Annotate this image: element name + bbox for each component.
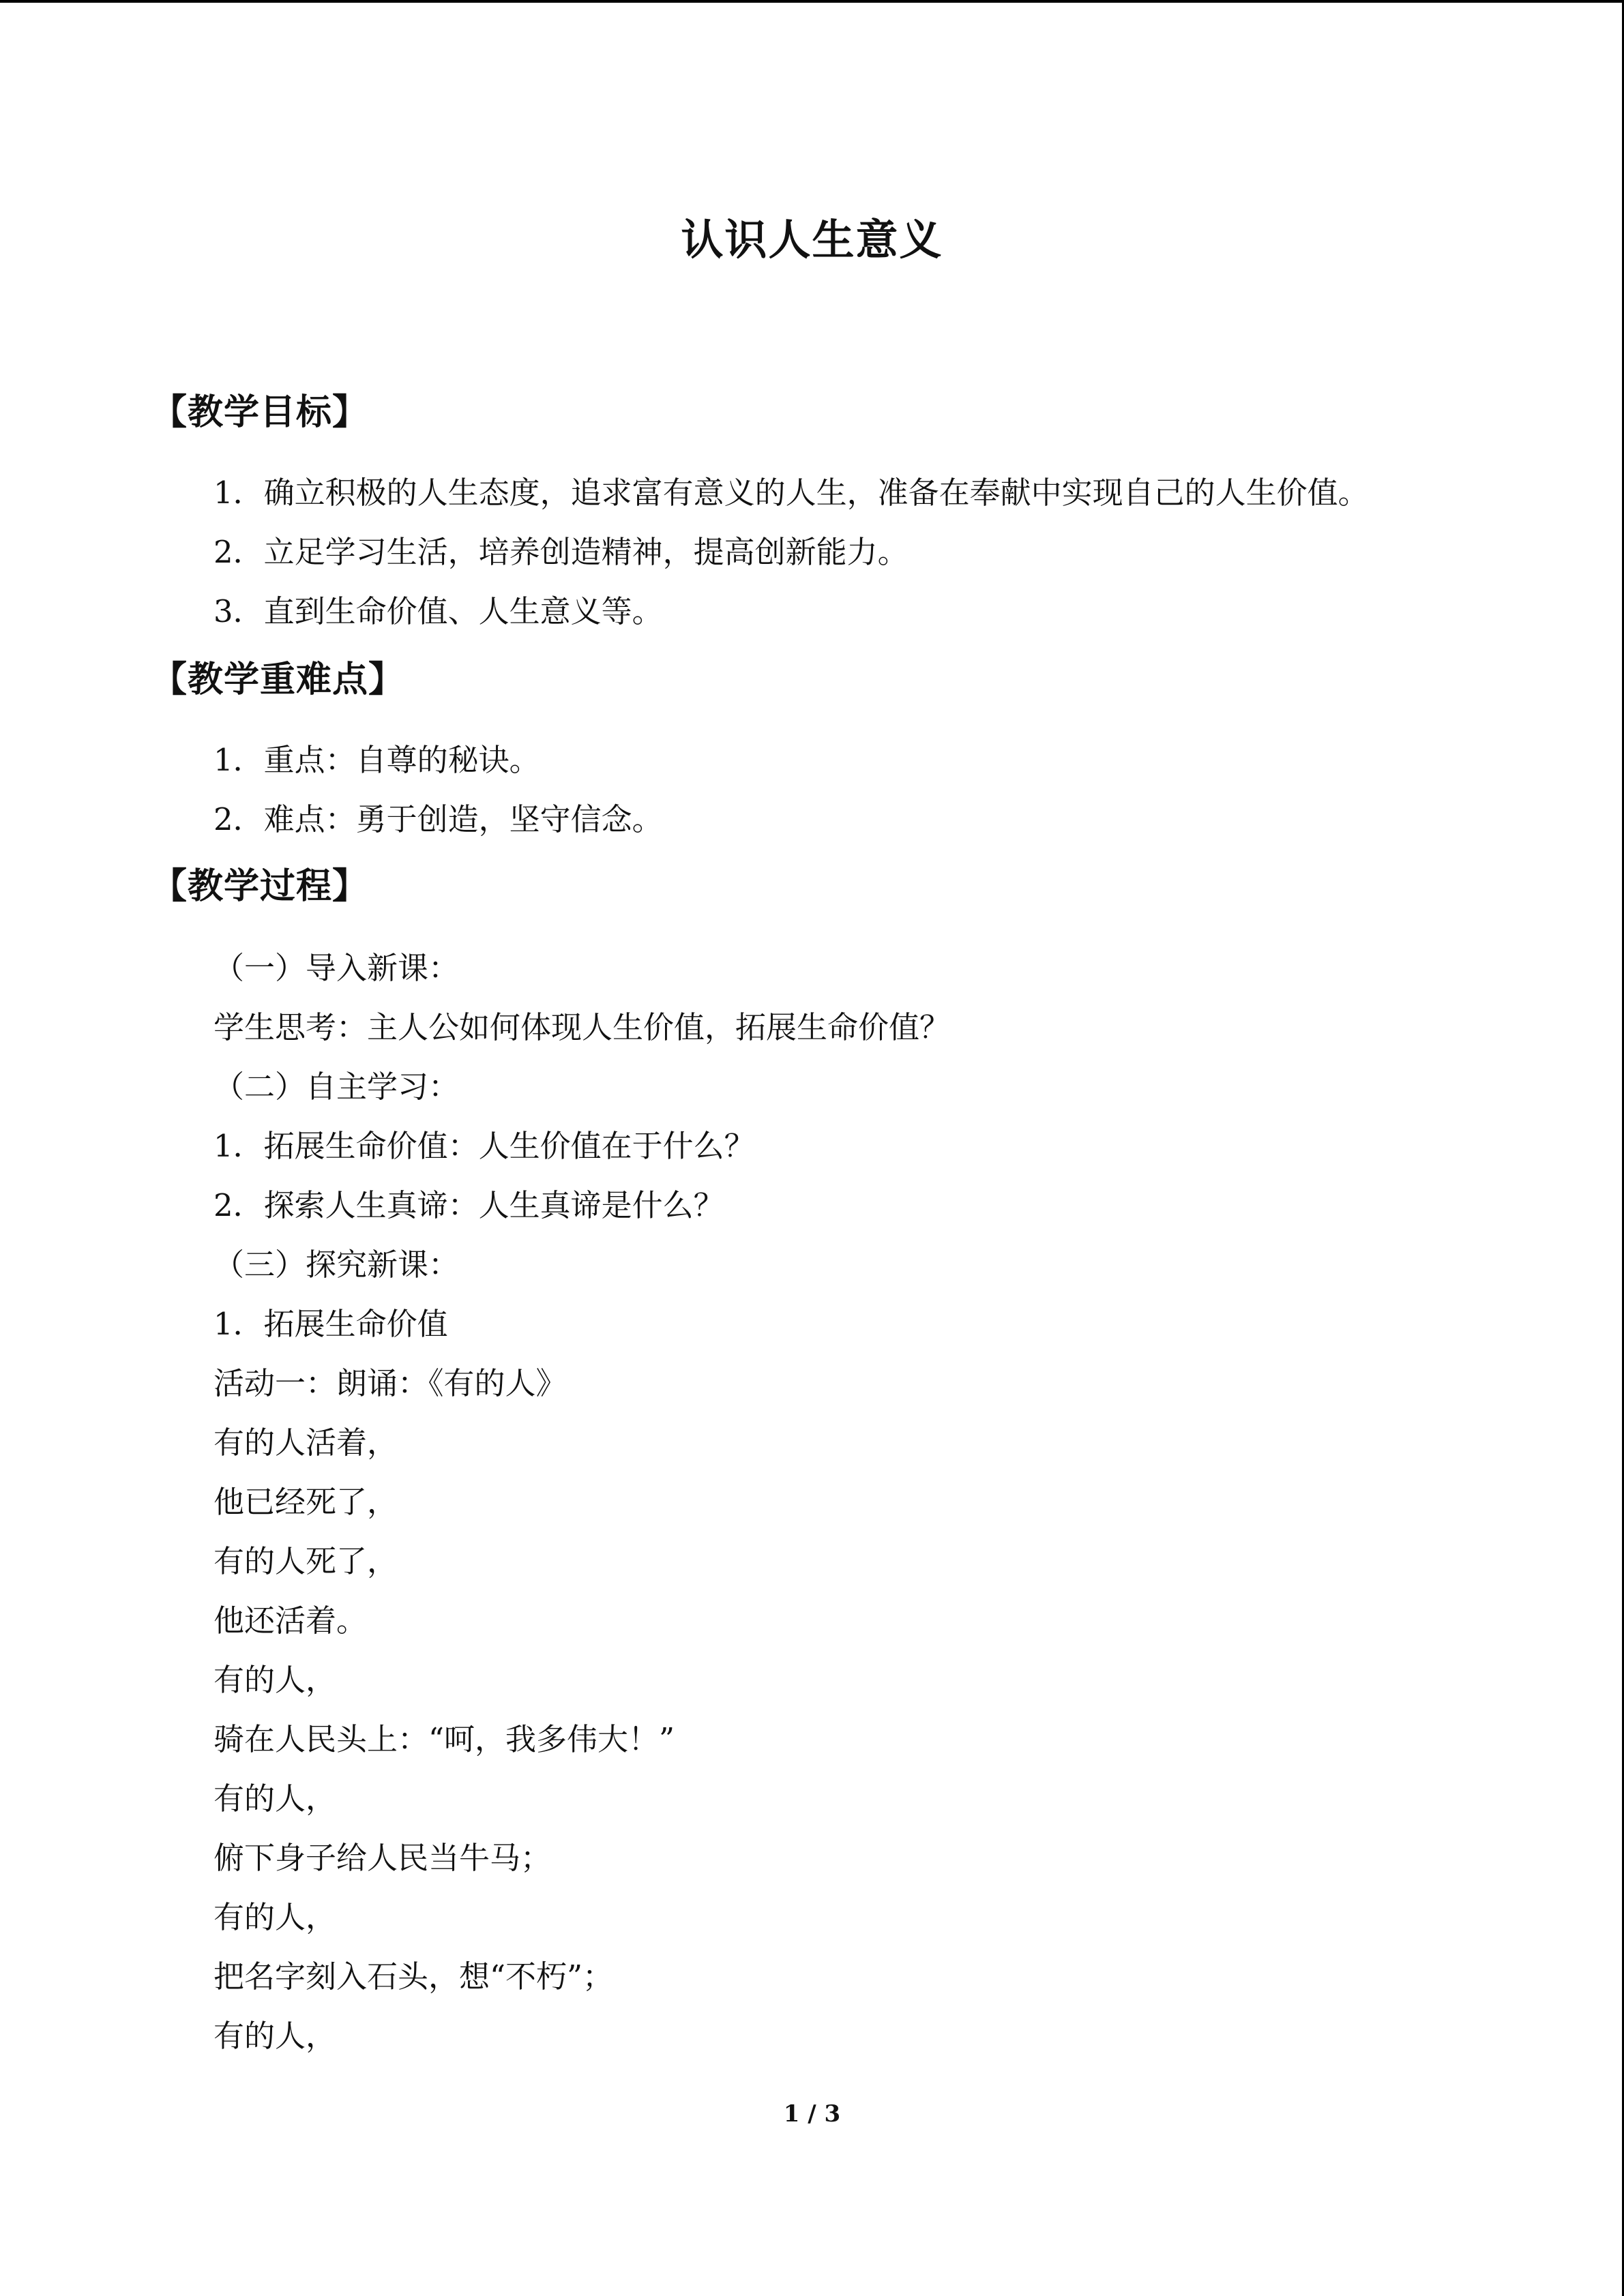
poem-line-7: 有的人， [213,1780,337,1817]
process-line-4: 1．拓展生命价值：人生价值在于什么？ [213,1128,755,1164]
process-line-1: （一）导入新课： [213,950,460,986]
process-line-8: 活动一：朗诵：《有的人》 [213,1365,567,1401]
process-line-2: 学生思考：主人公如何体现人生价值，拓展生命价值？ [213,1009,951,1045]
section-heading-objectives: 【教学目标】 [151,391,369,433]
keypoint-item-1: 1．重点：自尊的秘诀。 [213,742,540,778]
poem-line-11: 有的人， [213,2018,337,2054]
page-title: 认识人生意义 [681,215,943,265]
poem-line-10: 把名字刻入石头，想“不朽”； [213,1958,614,1995]
objective-item-3: 3．直到生命价值、人生意义等。 [213,593,663,629]
keypoint-item-2: 2．难点：勇于创造，坚守信念。 [213,801,663,837]
poem-line-4: 他还活着。 [213,1602,368,1639]
poem-line-8: 俯下身子给人民当牛马； [213,1840,552,1876]
poem-line-6: 骑在人民头上：“呵，我多伟大！” [213,1721,675,1757]
poem-line-3: 有的人死了， [213,1543,398,1579]
poem-line-5: 有的人， [213,1662,337,1698]
poem-line-1: 有的人活着， [213,1425,398,1461]
process-line-6: （三）探究新课： [213,1247,460,1283]
process-line-7: 1．拓展生命价值 [213,1306,448,1342]
section-heading-keypoints: 【教学重难点】 [151,659,405,700]
process-line-3: （二）自主学习： [213,1069,460,1105]
section-heading-process: 【教学过程】 [151,865,369,907]
page-border-top [0,0,1624,3]
poem-line-9: 有的人， [213,1899,337,1935]
page-number: 1 / 3 [783,2100,841,2128]
objective-item-1: 1．确立积极的人生态度，追求富有意义的人生，准备在奉献中实现自己的人生价值。 [213,475,1369,511]
process-line-5: 2．探索人生真谛：人生真谛是什么？ [213,1187,724,1223]
objective-item-2: 2．立足学习生活，培养创造精神，提高创新能力。 [213,534,909,570]
poem-line-2: 他已经死了， [213,1484,398,1520]
